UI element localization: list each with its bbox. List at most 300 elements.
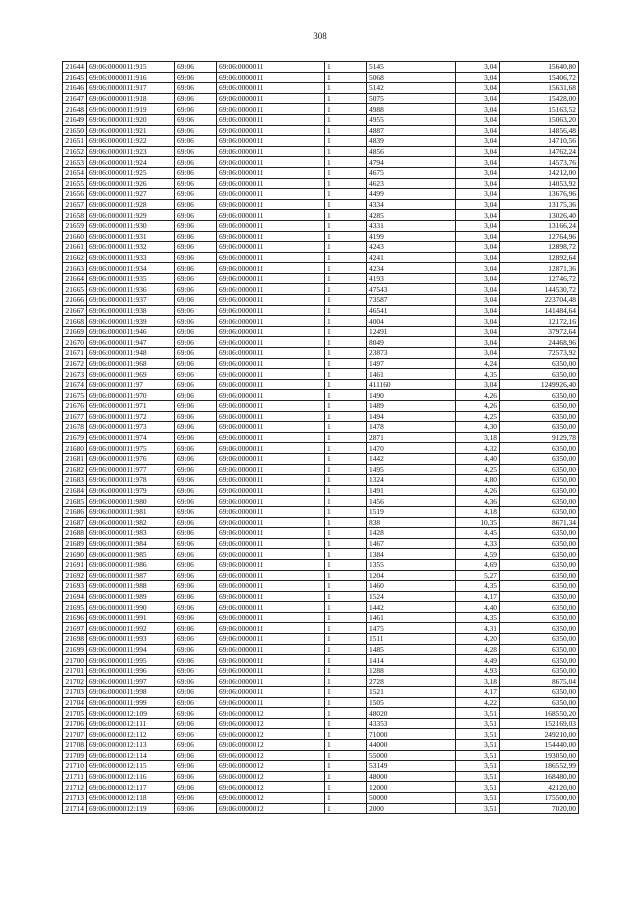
district-code-cell: 69:06 (175, 803, 217, 814)
rate-value-cell: 10,35 (456, 517, 500, 528)
row-number-cell: 21648 (63, 104, 87, 115)
category-code-cell: 1 (325, 528, 367, 539)
row-number-cell: 21685 (63, 496, 87, 507)
category-code-cell: 1 (325, 337, 367, 348)
cadastral-number-cell: 69:06:0000011:933 (87, 252, 175, 263)
district-code-cell: 69:06 (175, 496, 217, 507)
area-value-cell: 5075 (367, 93, 456, 104)
rate-value-cell: 3,51 (456, 718, 500, 729)
category-code-cell: 1 (325, 676, 367, 687)
category-code-cell: 1 (325, 62, 367, 73)
table-row (63, 348, 579, 359)
category-code-cell: 1 (325, 136, 367, 147)
category-code-cell: 1 (325, 581, 367, 592)
area-value-cell: 4004 (367, 316, 456, 327)
district-code-cell: 69:06 (175, 411, 217, 422)
area-value-cell: 1495 (367, 464, 456, 475)
row-number-cell: 21703 (63, 687, 87, 698)
district-code-cell: 69:06 (175, 242, 217, 253)
cadastral-value-cell: 37972,64 (500, 326, 579, 337)
district-code-cell: 69:06 (175, 146, 217, 157)
district-code-cell: 69:06 (175, 358, 217, 369)
quarter-number-cell: 69:06:0000012 (217, 708, 325, 719)
cadastral-number-cell: 69:06:0000011:920 (87, 114, 175, 125)
district-code-cell: 69:06 (175, 210, 217, 221)
cadastral-value-cell: 152169,03 (500, 718, 579, 729)
table-row (63, 655, 579, 666)
quarter-number-cell: 69:06:0000011 (217, 644, 325, 655)
cadastral-value-cell: 6350,00 (500, 644, 579, 655)
category-code-cell: 1 (325, 125, 367, 136)
district-code-cell: 69:06 (175, 178, 217, 189)
category-code-cell: 1 (325, 422, 367, 433)
table-row (63, 284, 579, 295)
quarter-number-cell: 69:06:0000011 (217, 411, 325, 422)
rate-value-cell: 4,40 (456, 602, 500, 613)
rate-value-cell: 3,04 (456, 348, 500, 359)
category-code-cell: 1 (325, 740, 367, 751)
quarter-number-cell: 69:06:0000011 (217, 316, 325, 327)
area-value-cell: 4955 (367, 114, 456, 125)
quarter-number-cell: 69:06:0000011 (217, 379, 325, 390)
cadastral-number-cell: 69:06:0000011:980 (87, 496, 175, 507)
cadastral-number-cell: 69:06:0000011:97 (87, 379, 175, 390)
district-code-cell: 69:06 (175, 602, 217, 613)
rate-value-cell: 3,04 (456, 199, 500, 210)
area-value-cell: 44000 (367, 740, 456, 751)
table-row (63, 305, 579, 316)
district-code-cell: 69:06 (175, 729, 217, 740)
category-code-cell: 1 (325, 750, 367, 761)
row-number-cell: 21683 (63, 475, 87, 486)
quarter-number-cell: 69:06:0000011 (217, 475, 325, 486)
rate-value-cell: 3,04 (456, 231, 500, 242)
table-row (63, 665, 579, 676)
row-number-cell: 21698 (63, 634, 87, 645)
table-row (63, 623, 579, 634)
row-number-cell: 21664 (63, 273, 87, 284)
category-code-cell: 1 (325, 718, 367, 729)
cadastral-value-cell: 6350,00 (500, 358, 579, 369)
table-row (63, 199, 579, 210)
quarter-number-cell: 69:06:0000011 (217, 665, 325, 676)
district-code-cell: 69:06 (175, 284, 217, 295)
area-value-cell: 1519 (367, 506, 456, 517)
quarter-number-cell: 69:06:0000011 (217, 401, 325, 412)
district-code-cell: 69:06 (175, 644, 217, 655)
district-code-cell: 69:06 (175, 655, 217, 666)
district-code-cell: 69:06 (175, 114, 217, 125)
district-code-cell: 69:06 (175, 316, 217, 327)
cadastral-number-cell: 69:06:0000012:115 (87, 761, 175, 772)
table-row (63, 740, 579, 751)
table-row (63, 570, 579, 581)
row-number-cell: 21668 (63, 316, 87, 327)
row-number-cell: 21672 (63, 358, 87, 369)
cadastral-number-cell: 69:06:0000011:936 (87, 284, 175, 295)
table-row (63, 72, 579, 83)
rate-value-cell: 3,18 (456, 432, 500, 443)
cadastral-value-cell: 14573,76 (500, 157, 579, 168)
rate-value-cell: 4,49 (456, 655, 500, 666)
quarter-number-cell: 69:06:0000011 (217, 189, 325, 200)
cadastral-value-cell: 14856,48 (500, 125, 579, 136)
category-code-cell: 1 (325, 242, 367, 253)
quarter-number-cell: 69:06:0000012 (217, 740, 325, 751)
district-code-cell: 69:06 (175, 475, 217, 486)
row-number-cell: 21660 (63, 231, 87, 242)
row-number-cell: 21707 (63, 729, 87, 740)
cadastral-number-cell: 69:06:0000011:987 (87, 570, 175, 581)
cadastral-number-cell: 69:06:0000011:970 (87, 390, 175, 401)
row-number-cell: 21694 (63, 591, 87, 602)
cadastral-number-cell: 69:06:0000011:924 (87, 157, 175, 168)
table-row (63, 803, 579, 814)
rate-value-cell: 3,04 (456, 72, 500, 83)
quarter-number-cell: 69:06:0000011 (217, 549, 325, 560)
row-number-cell: 21704 (63, 697, 87, 708)
district-code-cell: 69:06 (175, 506, 217, 517)
cadastral-number-cell: 69:06:0000011:916 (87, 72, 175, 83)
cadastral-value-cell: 42120,00 (500, 782, 579, 793)
quarter-number-cell: 69:06:0000011 (217, 570, 325, 581)
area-value-cell: 2728 (367, 676, 456, 687)
rate-value-cell: 3,51 (456, 771, 500, 782)
rate-value-cell: 3,04 (456, 284, 500, 295)
rate-value-cell: 3,04 (456, 210, 500, 221)
rate-value-cell: 3,51 (456, 792, 500, 803)
rate-value-cell: 3,04 (456, 252, 500, 263)
quarter-number-cell: 69:06:0000011 (217, 93, 325, 104)
category-code-cell: 1 (325, 305, 367, 316)
area-value-cell: 46541 (367, 305, 456, 316)
cadastral-value-cell: 6350,00 (500, 528, 579, 539)
district-code-cell: 69:06 (175, 157, 217, 168)
row-number-cell: 21708 (63, 740, 87, 751)
category-code-cell: 1 (325, 485, 367, 496)
category-code-cell: 1 (325, 220, 367, 231)
table-row (63, 506, 579, 517)
district-code-cell: 69:06 (175, 718, 217, 729)
district-code-cell: 69:06 (175, 432, 217, 443)
quarter-number-cell: 69:06:0000011 (217, 591, 325, 602)
quarter-number-cell: 69:06:0000011 (217, 517, 325, 528)
quarter-number-cell: 69:06:0000011 (217, 242, 325, 253)
category-code-cell: 1 (325, 634, 367, 645)
quarter-number-cell: 69:06:0000011 (217, 114, 325, 125)
area-value-cell: 1478 (367, 422, 456, 433)
cadastral-value-cell: 249210,00 (500, 729, 579, 740)
area-value-cell: 4334 (367, 199, 456, 210)
row-number-cell: 21706 (63, 718, 87, 729)
area-value-cell: 1204 (367, 570, 456, 581)
category-code-cell: 1 (325, 697, 367, 708)
cadastral-number-cell: 69:06:0000011:919 (87, 104, 175, 115)
rate-value-cell: 3,04 (456, 316, 500, 327)
area-value-cell: 1428 (367, 528, 456, 539)
district-code-cell: 69:06 (175, 782, 217, 793)
table-row (63, 326, 579, 337)
area-value-cell: 4988 (367, 104, 456, 115)
cadastral-value-cell: 175500,00 (500, 792, 579, 803)
district-code-cell: 69:06 (175, 443, 217, 454)
cadastral-number-cell: 69:06:0000011:948 (87, 348, 175, 359)
table-row (63, 178, 579, 189)
category-code-cell: 1 (325, 475, 367, 486)
district-code-cell: 69:06 (175, 136, 217, 147)
cadastral-value-cell: 6350,00 (500, 453, 579, 464)
category-code-cell: 1 (325, 167, 367, 178)
category-code-cell: 1 (325, 72, 367, 83)
row-number-cell: 21714 (63, 803, 87, 814)
rate-value-cell: 3,04 (456, 114, 500, 125)
cadastral-number-cell: 69:06:0000011:922 (87, 136, 175, 147)
cadastral-number-cell: 69:06:0000011:997 (87, 676, 175, 687)
area-value-cell: 4623 (367, 178, 456, 189)
cadastral-number-cell: 69:06:0000011:939 (87, 316, 175, 327)
category-code-cell: 1 (325, 358, 367, 369)
cadastral-value-cell: 15406,72 (500, 72, 579, 83)
table-row (63, 634, 579, 645)
cadastral-number-cell: 69:06:0000012:116 (87, 771, 175, 782)
district-code-cell: 69:06 (175, 623, 217, 634)
quarter-number-cell: 69:06:0000012 (217, 718, 325, 729)
district-code-cell: 69:06 (175, 104, 217, 115)
cadastral-number-cell: 69:06:0000011:982 (87, 517, 175, 528)
cadastral-value-cell: 8671,34 (500, 517, 579, 528)
district-code-cell: 69:06 (175, 708, 217, 719)
table-row (63, 62, 579, 73)
row-number-cell: 21658 (63, 210, 87, 221)
area-value-cell: 4331 (367, 220, 456, 231)
cadastral-value-cell: 13026,40 (500, 210, 579, 221)
cadastral-value-cell: 144530,72 (500, 284, 579, 295)
cadastral-value-cell: 14762,24 (500, 146, 579, 157)
district-code-cell: 69:06 (175, 390, 217, 401)
quarter-number-cell: 69:06:0000011 (217, 369, 325, 380)
table-row (63, 528, 579, 539)
quarter-number-cell: 69:06:0000011 (217, 273, 325, 284)
cadastral-number-cell: 69:06:0000011:993 (87, 634, 175, 645)
area-value-cell: 1491 (367, 485, 456, 496)
row-number-cell: 21701 (63, 665, 87, 676)
cadastral-value-cell: 6350,00 (500, 538, 579, 549)
quarter-number-cell: 69:06:0000011 (217, 676, 325, 687)
cadastral-value-cell: 6350,00 (500, 485, 579, 496)
category-code-cell: 1 (325, 761, 367, 772)
cadastral-value-cell: 193050,00 (500, 750, 579, 761)
area-value-cell: 5068 (367, 72, 456, 83)
row-number-cell: 21699 (63, 644, 87, 655)
rate-value-cell: 4,33 (456, 538, 500, 549)
rate-value-cell: 3,51 (456, 729, 500, 740)
rate-value-cell: 5,27 (456, 570, 500, 581)
table-row (63, 263, 579, 274)
district-code-cell: 69:06 (175, 771, 217, 782)
table-row (63, 422, 579, 433)
cadastral-value-cell: 6350,00 (500, 411, 579, 422)
quarter-number-cell: 69:06:0000011 (217, 485, 325, 496)
district-code-cell: 69:06 (175, 687, 217, 698)
row-number-cell: 21684 (63, 485, 87, 496)
area-value-cell: 1456 (367, 496, 456, 507)
cadastral-number-cell: 69:06:0000012:114 (87, 750, 175, 761)
cadastral-value-cell: 154440,00 (500, 740, 579, 751)
quarter-number-cell: 69:06:0000011 (217, 157, 325, 168)
category-code-cell: 1 (325, 273, 367, 284)
area-value-cell: 4839 (367, 136, 456, 147)
rate-value-cell: 3,04 (456, 146, 500, 157)
category-code-cell: 1 (325, 602, 367, 613)
district-code-cell: 69:06 (175, 464, 217, 475)
quarter-number-cell: 69:06:0000011 (217, 506, 325, 517)
cadastral-number-cell: 69:06:0000011:926 (87, 178, 175, 189)
quarter-number-cell: 69:06:0000011 (217, 252, 325, 263)
district-code-cell: 69:06 (175, 295, 217, 306)
table-row (63, 549, 579, 560)
cadastral-number-cell: 69:06:0000012:118 (87, 792, 175, 803)
category-code-cell: 1 (325, 644, 367, 655)
cadastral-value-cell: 12892,64 (500, 252, 579, 263)
district-code-cell: 69:06 (175, 83, 217, 94)
row-number-cell: 21676 (63, 401, 87, 412)
category-code-cell: 1 (325, 252, 367, 263)
category-code-cell: 1 (325, 401, 367, 412)
rate-value-cell: 3,04 (456, 263, 500, 274)
row-number-cell: 21671 (63, 348, 87, 359)
quarter-number-cell: 69:06:0000011 (217, 83, 325, 94)
cadastral-number-cell: 69:06:0000011:931 (87, 231, 175, 242)
cadastral-value-cell: 6350,00 (500, 697, 579, 708)
category-code-cell: 1 (325, 432, 367, 443)
table-row (63, 369, 579, 380)
table-row (63, 602, 579, 613)
rate-value-cell: 3,04 (456, 136, 500, 147)
cadastral-number-cell: 69:06:0000011:946 (87, 326, 175, 337)
quarter-number-cell: 69:06:0000012 (217, 771, 325, 782)
table-row (63, 475, 579, 486)
row-number-cell: 21689 (63, 538, 87, 549)
rate-value-cell: 4,28 (456, 644, 500, 655)
rate-value-cell: 4,35 (456, 612, 500, 623)
cadastral-number-cell: 69:06:0000011:930 (87, 220, 175, 231)
table-row (63, 167, 579, 178)
district-code-cell: 69:06 (175, 612, 217, 623)
area-value-cell: 5142 (367, 83, 456, 94)
area-value-cell: 1505 (367, 697, 456, 708)
rate-value-cell: 3,04 (456, 220, 500, 231)
district-code-cell: 69:06 (175, 252, 217, 263)
area-value-cell: 48020 (367, 708, 456, 719)
area-value-cell: 1490 (367, 390, 456, 401)
cadastral-value-cell: 6350,00 (500, 549, 579, 560)
quarter-number-cell: 69:06:0000011 (217, 72, 325, 83)
cadastral-number-cell: 69:06:0000011:985 (87, 549, 175, 560)
row-number-cell: 21667 (63, 305, 87, 316)
cadastral-number-cell: 69:06:0000012:109 (87, 708, 175, 719)
table-row (63, 401, 579, 412)
quarter-number-cell: 69:06:0000011 (217, 167, 325, 178)
district-code-cell: 69:06 (175, 422, 217, 433)
cadastral-number-cell: 69:06:0000011:932 (87, 242, 175, 253)
cadastral-number-cell: 69:06:0000011:978 (87, 475, 175, 486)
row-number-cell: 21645 (63, 72, 87, 83)
area-value-cell: 4243 (367, 242, 456, 253)
table-row (63, 146, 579, 157)
category-code-cell: 1 (325, 379, 367, 390)
category-code-cell: 1 (325, 83, 367, 94)
quarter-number-cell: 69:06:0000011 (217, 581, 325, 592)
area-value-cell: 2871 (367, 432, 456, 443)
cadastral-number-cell: 69:06:0000011:929 (87, 210, 175, 221)
table-row (63, 390, 579, 401)
cadastral-value-cell: 9129,78 (500, 432, 579, 443)
quarter-number-cell: 69:06:0000011 (217, 231, 325, 242)
district-code-cell: 69:06 (175, 273, 217, 284)
rate-value-cell: 4,24 (456, 358, 500, 369)
category-code-cell: 1 (325, 517, 367, 528)
district-code-cell: 69:06 (175, 62, 217, 73)
district-code-cell: 69:06 (175, 591, 217, 602)
cadastral-number-cell: 69:06:0000011:992 (87, 623, 175, 634)
area-value-cell: 73587 (367, 295, 456, 306)
cadastral-value-cell: 13175,36 (500, 199, 579, 210)
district-code-cell: 69:06 (175, 337, 217, 348)
rate-value-cell: 4,36 (456, 496, 500, 507)
area-value-cell: 1489 (367, 401, 456, 412)
rate-value-cell: 4,30 (456, 422, 500, 433)
cadastral-value-cell: 6350,00 (500, 623, 579, 634)
row-number-cell: 21669 (63, 326, 87, 337)
rate-value-cell: 4,35 (456, 369, 500, 380)
rate-value-cell: 3,04 (456, 242, 500, 253)
quarter-number-cell: 69:06:0000011 (217, 528, 325, 539)
category-code-cell: 1 (325, 708, 367, 719)
row-number-cell: 21680 (63, 443, 87, 454)
area-value-cell: 1324 (367, 475, 456, 486)
cadastral-number-cell: 69:06:0000011:998 (87, 687, 175, 698)
area-value-cell: 4887 (367, 125, 456, 136)
row-number-cell: 21659 (63, 220, 87, 231)
rate-value-cell: 3,04 (456, 178, 500, 189)
row-number-cell: 21674 (63, 379, 87, 390)
area-value-cell: 4193 (367, 273, 456, 284)
quarter-number-cell: 69:06:0000011 (217, 305, 325, 316)
cadastral-number-cell: 69:06:0000011:989 (87, 591, 175, 602)
rate-value-cell: 4,26 (456, 390, 500, 401)
cadastral-value-cell: 6350,00 (500, 369, 579, 380)
table-row (63, 729, 579, 740)
category-code-cell: 1 (325, 390, 367, 401)
area-value-cell: 12491 (367, 326, 456, 337)
cadastral-number-cell: 69:06:0000011:995 (87, 655, 175, 666)
cadastral-value-cell: 12898,72 (500, 242, 579, 253)
cadastral-value-cell: 168480,00 (500, 771, 579, 782)
table-row (63, 697, 579, 708)
row-number-cell: 21688 (63, 528, 87, 539)
table-row (63, 104, 579, 115)
rate-value-cell: 3,18 (456, 676, 500, 687)
area-value-cell: 55000 (367, 750, 456, 761)
quarter-number-cell: 69:06:0000011 (217, 210, 325, 221)
cadastral-number-cell: 69:06:0000011:984 (87, 538, 175, 549)
table-row (63, 114, 579, 125)
rate-value-cell: 3,04 (456, 104, 500, 115)
table-row (63, 591, 579, 602)
cadastral-number-cell: 69:06:0000011:972 (87, 411, 175, 422)
rate-value-cell: 4,80 (456, 475, 500, 486)
cadastral-value-cell: 15640,80 (500, 62, 579, 73)
